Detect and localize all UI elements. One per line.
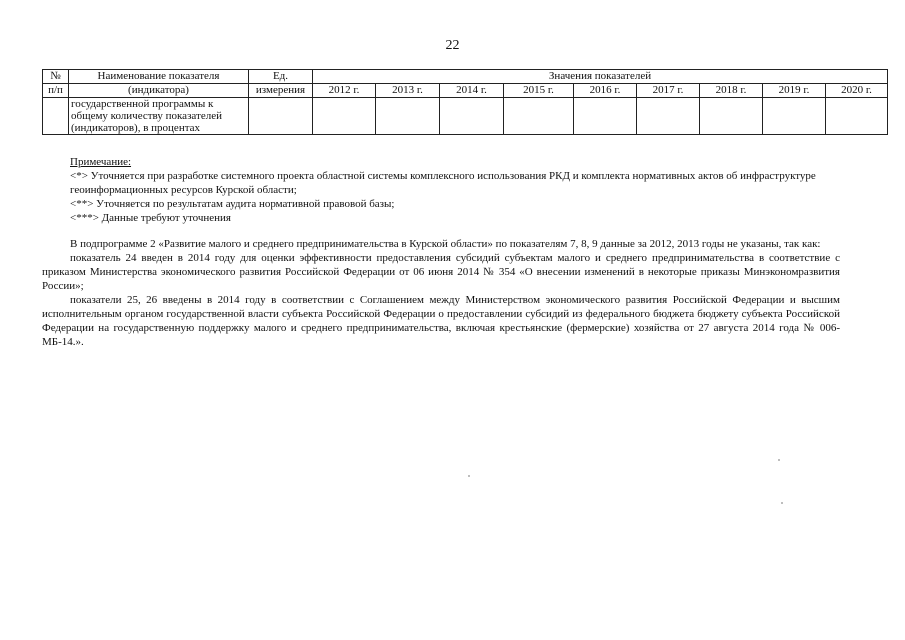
value-cell [574,98,637,135]
value-cell [700,98,763,135]
row-num-cell [43,98,69,135]
col-name-header: Наименование показателя [69,70,249,84]
year-header: 2015 г. [504,84,574,98]
value-cell [504,98,574,135]
year-header: 2017 г. [637,84,700,98]
col-unit-header-2: измерения [249,84,313,98]
year-header: 2019 г. [763,84,826,98]
row-name-line: общему количеству показателей [71,110,222,122]
col-unit-header: Ед. [249,70,313,84]
values-header: Значения показателей [313,70,888,84]
year-header: 2020 г. [826,84,888,98]
year-header: 2014 г. [440,84,504,98]
paragraph: показатель 24 введен в 2014 году для оценки эффективности предоставления субсидий субъектам малого и среднего предпринимательства в соответствие с приказом Министерства экономического развития Российской Федерации от 06 июня 2014 № 354 «О внесении изменений в некоторые приказы Минэкономразвития России»; [42,252,840,292]
value-cell [376,98,440,135]
value-cell [826,98,888,135]
col-num-header: № [43,70,69,84]
value-cell [763,98,826,135]
row-name-line: государственной программы к [71,98,214,110]
year-header: 2018 г. [700,84,763,98]
body-text [42,237,840,349]
note-item: <***> Данные требуют уточнения [70,212,231,224]
indicators-table [42,69,888,135]
page-number: 22 [445,38,460,53]
scan-speck [778,459,780,461]
year-header: 2013 г. [376,84,440,98]
col-num-header-2: п/п [43,84,69,98]
note-item: <**> Уточняется по результатам аудита нормативной правовой базы; [70,198,395,210]
notes-block [70,155,840,225]
year-header: 2016 г. [574,84,637,98]
paragraph: показатели 25, 26 введены в 2014 году в соответствии с Соглашением между Министерством экономического развития Российской Федерации и высшим исполнительным органом государственной власти субъекта Российской Федерации о предоставлении субсидий из федерального бюджета бюджету субъекта Российской Федерации на государственную поддержку малого и среднего предпринимательства, включая крестьянские (фермерские) хозяйства от 27 августа 2014 года № 006-МБ-14.». [42,294,840,348]
paragraph: В подпрограмме 2 «Развитие малого и среднего предпринимательства в Курской области» по показателям 7, 8, 9 данные за 2012, 2013 годы не указаны, так как: [70,238,821,250]
scan-speck [781,502,783,504]
row-name-line: (индикаторов), в процентах [71,122,201,134]
year-header: 2012 г. [313,84,376,98]
notes-title: Примечание: [70,156,132,168]
value-cell [440,98,504,135]
row-unit-cell [249,98,313,135]
value-cell [637,98,700,135]
note-item: <*> Уточняется при разработке системного проекта областной системы комплексного использования РКД и комплекта нормативных актов об инфраструктуре геоинформационных ресурсов Курской области; [70,170,816,196]
row-name-cell [69,98,249,135]
table-row [43,98,888,135]
scan-speck [468,475,470,477]
value-cell [313,98,376,135]
col-name-header-2: (индикатора) [69,84,249,98]
